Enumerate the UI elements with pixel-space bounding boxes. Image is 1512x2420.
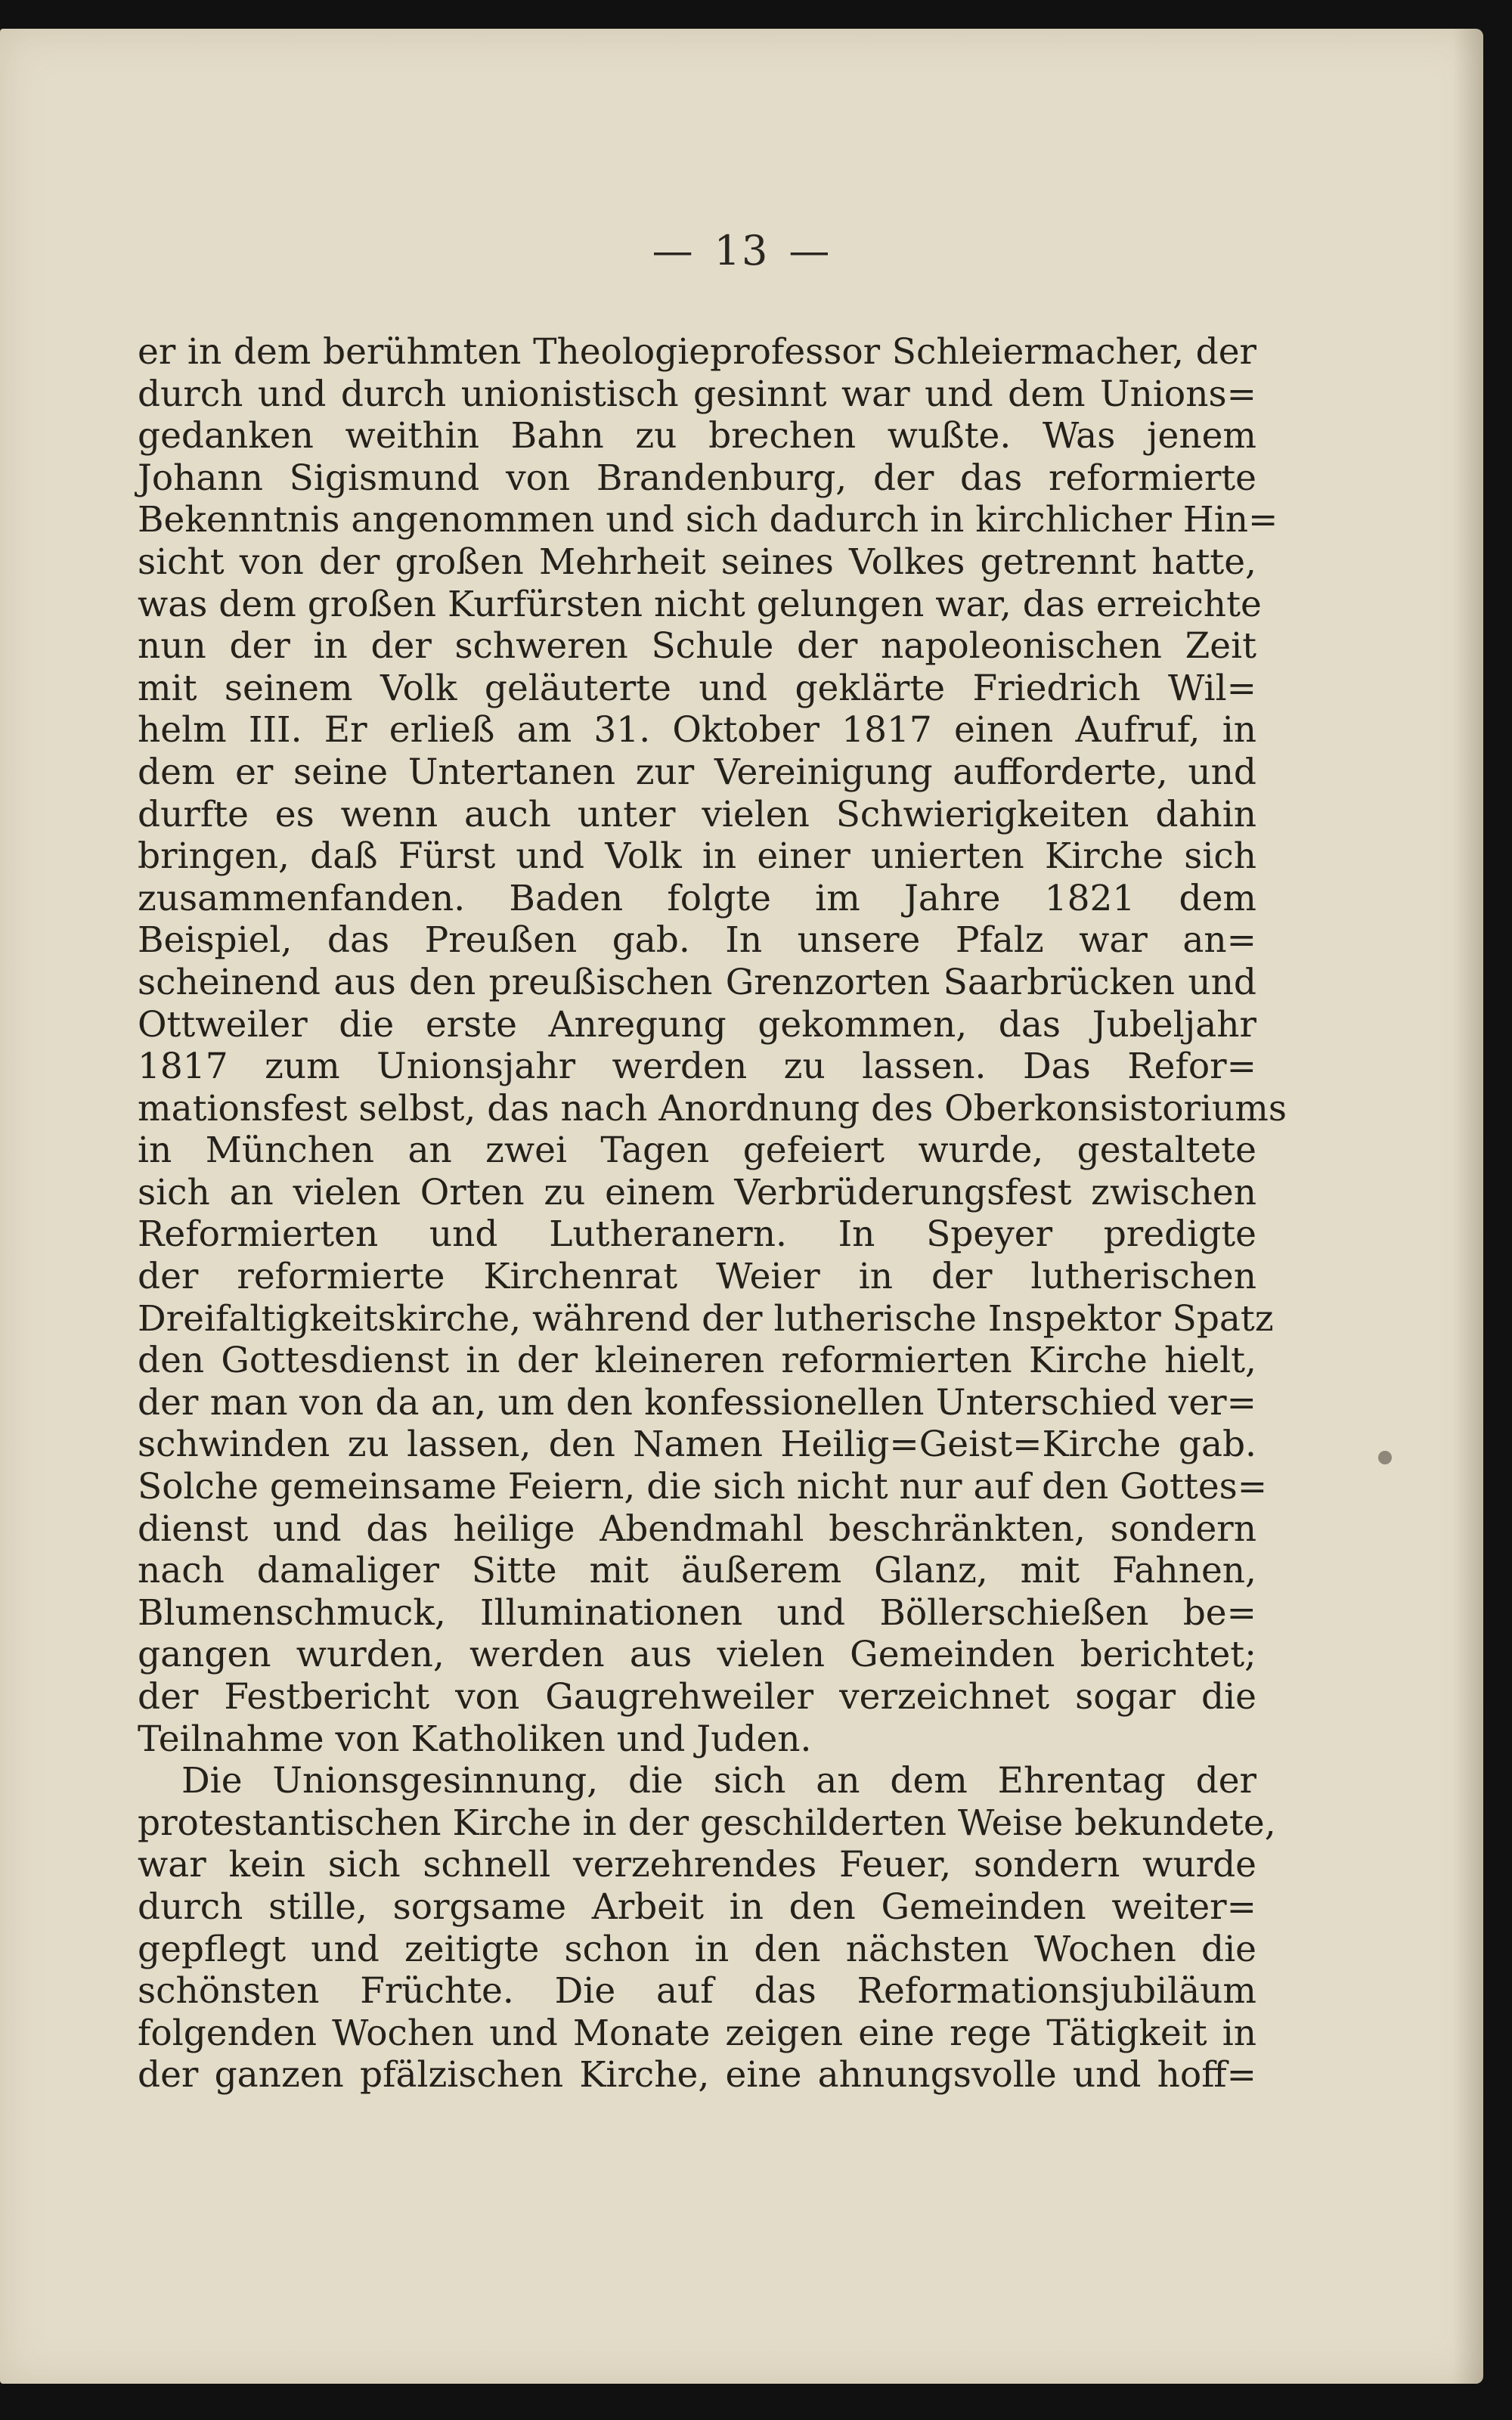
book-page [0,29,1483,2384]
text-line: gedanken weithin Bahn zu brechen wußte. Was jenem [138,415,1256,457]
text-line: Reformierten und Lutheranern. In Speyer predigte [138,1213,1256,1256]
text-line: Ottweiler die erste Anregung gekommen, das Jubeljahr [138,1003,1256,1046]
text-line: dienst und das heilige Abendmahl beschränkten, sondern [138,1507,1256,1550]
text-line: bringen, daß Fürst und Volk in einer unierten Kirche sich [138,835,1256,878]
text-line: schönsten Früchte. Die auf das Reformationsjubiläum [138,1970,1256,2013]
text-line: helm III. Er erließ am 31. Oktober 1817 einen Aufruf, in [138,709,1256,751]
text-line: gepflegt und zeitigte schon in den nächsten Wochen die [138,1928,1256,1970]
text-line: dem er seine Untertanen zur Vereinigung aufforderte, und [138,751,1256,793]
text-line: er in dem berühmten Theologieprofessor Schleiermacher, der [138,331,1256,373]
text-line: was dem großen Kurfürsten nicht gelungen war, das erreichte [138,583,1262,625]
text-line: der reformierte Kirchenrat Weier in der lutherischen [138,1256,1256,1298]
text-line: Johann Sigismund von Brandenburg, der das reformierte [138,457,1256,499]
text-line: durfte es wenn auch unter vielen Schwierigkeiten dahin [138,793,1256,835]
text-line: protestantischen Kirche in der geschilderten Weise bekundete, [138,1802,1276,1844]
text-line: Die Unionsgesinnung, die sich an dem Ehrentag der [181,1760,1256,1802]
text-line: folgenden Wochen und Monate zeigen eine rege Tätigkeit in [138,2012,1256,2054]
text-line: durch und durch unionistisch gesinnt war und dem Unions= [138,373,1256,415]
header-dash-left: — [652,227,695,274]
text-line: nach damaliger Sitte mit äußerem Glanz, mit Fahnen, [138,1550,1256,1592]
text-line: scheinend aus den preußischen Grenzorten Saarbrücken und [138,961,1256,1003]
paper-speck [1378,1451,1392,1464]
text-line: nun der in der schweren Schule der napoleonischen Zeit [138,625,1256,668]
body-text [138,331,1287,2096]
text-line: der man von da an, um den konfessionellen Unterschied ver= [138,1381,1256,1424]
page-number-header [0,227,1483,274]
page-number: 13 [714,227,770,274]
text-line: der Festbericht von Gaugrehweiler verzeichnet sogar die [138,1676,1256,1718]
text-line: Dreifaltigkeitskirche, während der lutherische Inspektor Spatz [138,1297,1274,1340]
text-line: Bekenntnis angenommen und sich dadurch in kirchlicher Hin= [138,499,1278,541]
text-line: gangen wurden, werden aus vielen Gemeinden berichtet; [138,1634,1256,1676]
text-line: sicht von der großen Mehrheit seines Volkes getrennt hatte, [138,541,1256,583]
header-dash-right: — [789,227,832,274]
text-line: mit seinem Volk geläuterte und geklärte Friedrich Wil= [138,667,1256,709]
text-line: der ganzen pfälzischen Kirche, eine ahnungsvolle und hoff= [138,2054,1256,2096]
text-line: durch stille, sorgsame Arbeit in den Gemeinden weiter= [138,1885,1256,1928]
text-line: Blumenschmuck, Illuminationen und Böllerschießen be= [138,1591,1256,1634]
text-line: Teilnahme von Katholiken und Juden. [138,1718,812,1760]
text-line: sich an vielen Orten zu einem Verbrüderungsfest zwischen [138,1171,1256,1213]
text-line: den Gottesdienst in der kleineren reformierten Kirche hielt, [138,1340,1256,1382]
text-line: zusammenfanden. Baden folgte im Jahre 1821 dem [138,877,1256,919]
text-line: 1817 zum Unionsjahr werden zu lassen. Das Refor= [138,1046,1256,1088]
text-line: Solche gemeinsame Feiern, die sich nicht nur auf den Gottes= [138,1466,1268,1508]
text-line: war kein sich schnell verzehrendes Feuer, sondern wurde [138,1844,1256,1886]
text-line: schwinden zu lassen, den Namen Heilig=Geist=Kirche gab. [138,1424,1256,1466]
text-line: mationsfest selbst, das nach Anordnung des Oberkonsistoriums [138,1087,1287,1129]
text-line: in München an zwei Tagen gefeiert wurde, gestaltete [138,1129,1256,1172]
text-line: Beispiel, das Preußen gab. In unsere Pfalz war an= [138,919,1256,962]
